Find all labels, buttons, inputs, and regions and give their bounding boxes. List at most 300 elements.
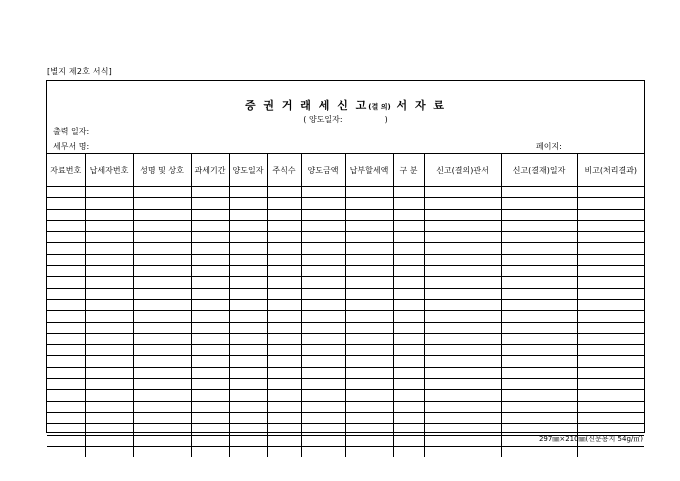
table-cell: [85, 266, 133, 277]
table-cell: [301, 254, 345, 265]
table-cell: [393, 288, 424, 299]
table-cell: [301, 277, 345, 288]
table-cell: [301, 243, 345, 254]
table-cell: [577, 367, 644, 378]
table-cell: [345, 379, 393, 390]
title-small: (결 의): [368, 103, 391, 111]
table-cell: [267, 390, 301, 401]
table-cell: [191, 435, 229, 446]
table-cell: [393, 333, 424, 344]
table-cell: [47, 299, 85, 310]
print-date-label: 출력 일자:: [53, 127, 90, 136]
table-cell: [577, 277, 644, 288]
header-row: [47, 154, 644, 187]
table-cell: [267, 446, 301, 457]
table-cell: [191, 333, 229, 344]
table-cell: [267, 367, 301, 378]
table-cell: [301, 232, 345, 243]
table-cell: [133, 345, 191, 356]
table-cell: [393, 232, 424, 243]
table-cell: [85, 345, 133, 356]
col-office: 신고(결의)관서: [424, 154, 501, 187]
table-cell: [393, 446, 424, 457]
table-row: [47, 277, 644, 288]
table-cell: [577, 254, 644, 265]
table-cell: [229, 390, 267, 401]
table-cell: [85, 401, 133, 412]
table-cell: [229, 446, 267, 457]
data-table: [47, 153, 644, 457]
table-cell: [393, 322, 424, 333]
table-cell: [345, 266, 393, 277]
table-cell: [577, 322, 644, 333]
table-cell: [229, 232, 267, 243]
table-cell: [133, 390, 191, 401]
table-cell: [229, 356, 267, 367]
table-cell: [424, 299, 501, 310]
table-cell: [393, 412, 424, 423]
table-cell: [393, 266, 424, 277]
table-cell: [577, 198, 644, 209]
table-cell: [424, 209, 501, 220]
table-cell: [85, 333, 133, 344]
table-cell: [191, 367, 229, 378]
table-cell: [191, 424, 229, 435]
table-cell: [424, 356, 501, 367]
table-row: [47, 322, 644, 333]
table-cell: [345, 209, 393, 220]
table-cell: [501, 333, 577, 344]
page-label: 페이지:: [536, 142, 562, 151]
table-cell: [229, 424, 267, 435]
table-cell: [267, 254, 301, 265]
table-cell: [133, 277, 191, 288]
table-cell: [85, 220, 133, 231]
table-row: [47, 333, 644, 344]
table-row: [47, 220, 644, 231]
table-cell: [267, 277, 301, 288]
table-cell: [501, 288, 577, 299]
table-row: [47, 356, 644, 367]
col-transfer-date: 양도일자: [229, 154, 267, 187]
table-cell: [191, 299, 229, 310]
transfer-date-label: ( 양도일자:: [303, 115, 343, 124]
table-cell: [577, 345, 644, 356]
table-cell: [301, 345, 345, 356]
table-cell: [345, 220, 393, 231]
col-tax-period: 과세기간: [191, 154, 229, 187]
table-cell: [301, 390, 345, 401]
table-cell: [267, 412, 301, 423]
table-cell: [301, 288, 345, 299]
table-cell: [301, 367, 345, 378]
table-cell: [501, 220, 577, 231]
table-cell: [191, 243, 229, 254]
table-cell: [267, 187, 301, 198]
table-cell: [393, 401, 424, 412]
table-cell: [301, 424, 345, 435]
table-cell: [301, 333, 345, 344]
table-cell: [424, 424, 501, 435]
table-cell: [501, 322, 577, 333]
table-cell: [424, 446, 501, 457]
table-cell: [47, 333, 85, 344]
table-cell: [191, 356, 229, 367]
table-cell: [133, 356, 191, 367]
table-cell: [301, 379, 345, 390]
table-cell: [191, 187, 229, 198]
table-cell: [47, 412, 85, 423]
table-cell: [301, 198, 345, 209]
table-cell: [424, 254, 501, 265]
table-cell: [191, 277, 229, 288]
table-cell: [47, 345, 85, 356]
title-main: 증 권 거 래 세 신 고: [244, 99, 369, 112]
table-cell: [501, 390, 577, 401]
table-cell: [85, 288, 133, 299]
table-cell: [229, 379, 267, 390]
table-cell: [267, 232, 301, 243]
table-row: [47, 446, 644, 457]
table-cell: [577, 288, 644, 299]
table-cell: [85, 322, 133, 333]
table-cell: [301, 401, 345, 412]
table-cell: [133, 243, 191, 254]
table-cell: [501, 232, 577, 243]
table-cell: [229, 333, 267, 344]
table-cell: [345, 345, 393, 356]
table-cell: [229, 288, 267, 299]
table-cell: [85, 412, 133, 423]
table-cell: [47, 277, 85, 288]
table-cell: [47, 322, 85, 333]
table-cell: [85, 243, 133, 254]
table-cell: [47, 379, 85, 390]
table-cell: [345, 311, 393, 322]
table-cell: [47, 266, 85, 277]
table-cell: [267, 322, 301, 333]
table-cell: [501, 367, 577, 378]
table-cell: [577, 266, 644, 277]
col-transfer-amount: 양도금액: [301, 154, 345, 187]
table-cell: [267, 209, 301, 220]
table-row: [47, 401, 644, 412]
table-row: [47, 266, 644, 277]
table-cell: [229, 243, 267, 254]
tax-office-label: 세무서 명:: [53, 142, 90, 151]
table-cell: [577, 220, 644, 231]
table-cell: [229, 401, 267, 412]
table-cell: [267, 288, 301, 299]
table-cell: [85, 424, 133, 435]
table-cell: [191, 266, 229, 277]
table-cell: [301, 356, 345, 367]
table-cell: [393, 345, 424, 356]
table-cell: [85, 254, 133, 265]
table-cell: [191, 390, 229, 401]
table-cell: [133, 424, 191, 435]
table-cell: [191, 209, 229, 220]
table-cell: [501, 299, 577, 310]
table-cell: [85, 299, 133, 310]
table-cell: [47, 367, 85, 378]
table-cell: [577, 243, 644, 254]
table-cell: [393, 277, 424, 288]
title-suffix: 서 자 료: [390, 99, 447, 112]
table-cell: [191, 288, 229, 299]
table-cell: [301, 299, 345, 310]
table-cell: [133, 299, 191, 310]
table-cell: [345, 390, 393, 401]
table-cell: [424, 390, 501, 401]
table-cell: [577, 333, 644, 344]
table-cell: [393, 311, 424, 322]
table-cell: [191, 401, 229, 412]
table-cell: [133, 254, 191, 265]
table-cell: [229, 435, 267, 446]
table-cell: [393, 187, 424, 198]
table-cell: [267, 401, 301, 412]
table-cell: [301, 209, 345, 220]
table-cell: [267, 299, 301, 310]
table-row: [47, 209, 644, 220]
table-cell: [345, 446, 393, 457]
table-cell: [577, 401, 644, 412]
table-cell: [229, 209, 267, 220]
table-cell: [345, 232, 393, 243]
table-row: [47, 345, 644, 356]
table-cell: [267, 379, 301, 390]
table-cell: [301, 220, 345, 231]
table-cell: [229, 412, 267, 423]
col-remarks: 비고(처리결과): [577, 154, 644, 187]
table-cell: [501, 379, 577, 390]
table-cell: [229, 220, 267, 231]
table-cell: [424, 401, 501, 412]
table-cell: [301, 266, 345, 277]
table-cell: [133, 379, 191, 390]
table-cell: [424, 266, 501, 277]
form-subtitle: [47, 114, 644, 125]
table-cell: [577, 412, 644, 423]
table-cell: [191, 311, 229, 322]
table-cell: [345, 367, 393, 378]
table-cell: [301, 322, 345, 333]
table-cell: [393, 424, 424, 435]
table-cell: [393, 254, 424, 265]
table-cell: [85, 277, 133, 288]
table-cell: [133, 311, 191, 322]
table-cell: [47, 446, 85, 457]
table-cell: [501, 187, 577, 198]
table-cell: [47, 435, 85, 446]
table-cell: [267, 435, 301, 446]
table-cell: [229, 266, 267, 277]
table-cell: [229, 277, 267, 288]
table-cell: [267, 345, 301, 356]
table-cell: [133, 209, 191, 220]
table-cell: [191, 254, 229, 265]
table-cell: [424, 187, 501, 198]
table-cell: [85, 379, 133, 390]
table-cell: [191, 446, 229, 457]
table-cell: [85, 209, 133, 220]
table-cell: [424, 345, 501, 356]
table-cell: [133, 232, 191, 243]
table-cell: [301, 435, 345, 446]
table-cell: [47, 220, 85, 231]
table-cell: [229, 254, 267, 265]
table-cell: [424, 412, 501, 423]
table-row: [47, 198, 644, 209]
table-cell: [424, 220, 501, 231]
table-cell: [47, 390, 85, 401]
table-row: [47, 311, 644, 322]
table-cell: [301, 446, 345, 457]
table-cell: [345, 435, 393, 446]
col-record-no: 자료번호: [47, 154, 85, 187]
table-cell: [301, 187, 345, 198]
table-cell: [345, 243, 393, 254]
table-cell: [345, 299, 393, 310]
table-cell: [345, 412, 393, 423]
table-cell: [345, 277, 393, 288]
col-category: 구 분: [393, 154, 424, 187]
table-cell: [47, 356, 85, 367]
table-cell: [424, 232, 501, 243]
table-cell: [424, 322, 501, 333]
table-row: [47, 379, 644, 390]
table-cell: [393, 356, 424, 367]
table-cell: [267, 198, 301, 209]
table-cell: [47, 288, 85, 299]
table-cell: [85, 232, 133, 243]
table-cell: [267, 333, 301, 344]
table-cell: [577, 390, 644, 401]
table-cell: [133, 220, 191, 231]
table-cell: [577, 311, 644, 322]
table-cell: [393, 209, 424, 220]
table-cell: [301, 311, 345, 322]
table-cell: [267, 311, 301, 322]
table-cell: [133, 446, 191, 457]
table-cell: [267, 220, 301, 231]
table-cell: [85, 367, 133, 378]
table-cell: [47, 198, 85, 209]
table-cell: [47, 209, 85, 220]
table-cell: [47, 187, 85, 198]
table-cell: [191, 232, 229, 243]
table-cell: [133, 412, 191, 423]
table-cell: [301, 412, 345, 423]
table-cell: [501, 243, 577, 254]
table-row: [47, 243, 644, 254]
table-cell: [424, 311, 501, 322]
table-cell: [229, 322, 267, 333]
table-cell: [345, 333, 393, 344]
table-row: [47, 254, 644, 265]
table-cell: [133, 367, 191, 378]
table-cell: [345, 288, 393, 299]
table-cell: [47, 424, 85, 435]
table-cell: [577, 379, 644, 390]
table-cell: [424, 198, 501, 209]
form-title: [47, 97, 644, 113]
table-cell: [229, 299, 267, 310]
table-row: [47, 412, 644, 423]
table-cell: [191, 345, 229, 356]
table-cell: [133, 187, 191, 198]
table-cell: [85, 311, 133, 322]
table-cell: [393, 198, 424, 209]
table-cell: [47, 243, 85, 254]
table-cell: [501, 412, 577, 423]
table-cell: [501, 198, 577, 209]
table-cell: [133, 322, 191, 333]
table-cell: [191, 322, 229, 333]
table-cell: [577, 299, 644, 310]
table-cell: [393, 299, 424, 310]
table-cell: [229, 311, 267, 322]
table-cell: [133, 333, 191, 344]
table-cell: [424, 243, 501, 254]
table-cell: [577, 209, 644, 220]
table-row: [47, 299, 644, 310]
col-name: 성명 및 상호: [133, 154, 191, 187]
table-cell: [393, 243, 424, 254]
col-taxpayer-no: 납세자번호: [85, 154, 133, 187]
table-cell: [85, 446, 133, 457]
table-cell: [501, 266, 577, 277]
table-cell: [424, 277, 501, 288]
table-row: [47, 367, 644, 378]
table-cell: [133, 266, 191, 277]
subtitle-close: ): [384, 115, 388, 124]
table-cell: [191, 220, 229, 231]
table-cell: [133, 401, 191, 412]
table-cell: [229, 345, 267, 356]
table-cell: [267, 266, 301, 277]
table-cell: [267, 243, 301, 254]
table-cell: [393, 367, 424, 378]
table-cell: [501, 277, 577, 288]
table-cell: [191, 198, 229, 209]
form-frame: [46, 80, 645, 433]
table-cell: [501, 401, 577, 412]
table-cell: [47, 311, 85, 322]
paper-spec-footnote: 297㎜×210㎜(신문용지 54g/㎡): [538, 435, 643, 443]
table-cell: [424, 288, 501, 299]
col-report-date: 신고(결재)일자: [501, 154, 577, 187]
table-cell: [577, 187, 644, 198]
table-cell: [267, 424, 301, 435]
table-cell: [85, 356, 133, 367]
table-row: [47, 232, 644, 243]
table-cell: [229, 198, 267, 209]
table-row: [47, 390, 644, 401]
table-cell: [133, 435, 191, 446]
table-cell: [424, 333, 501, 344]
table-cell: [229, 187, 267, 198]
table-cell: [47, 401, 85, 412]
table-cell: [393, 390, 424, 401]
table-cell: [501, 446, 577, 457]
annex-label: [별지 제2호 서식]: [47, 67, 112, 76]
table-cell: [85, 390, 133, 401]
table-cell: [267, 356, 301, 367]
table-cell: [501, 311, 577, 322]
col-shares: 주식수: [267, 154, 301, 187]
